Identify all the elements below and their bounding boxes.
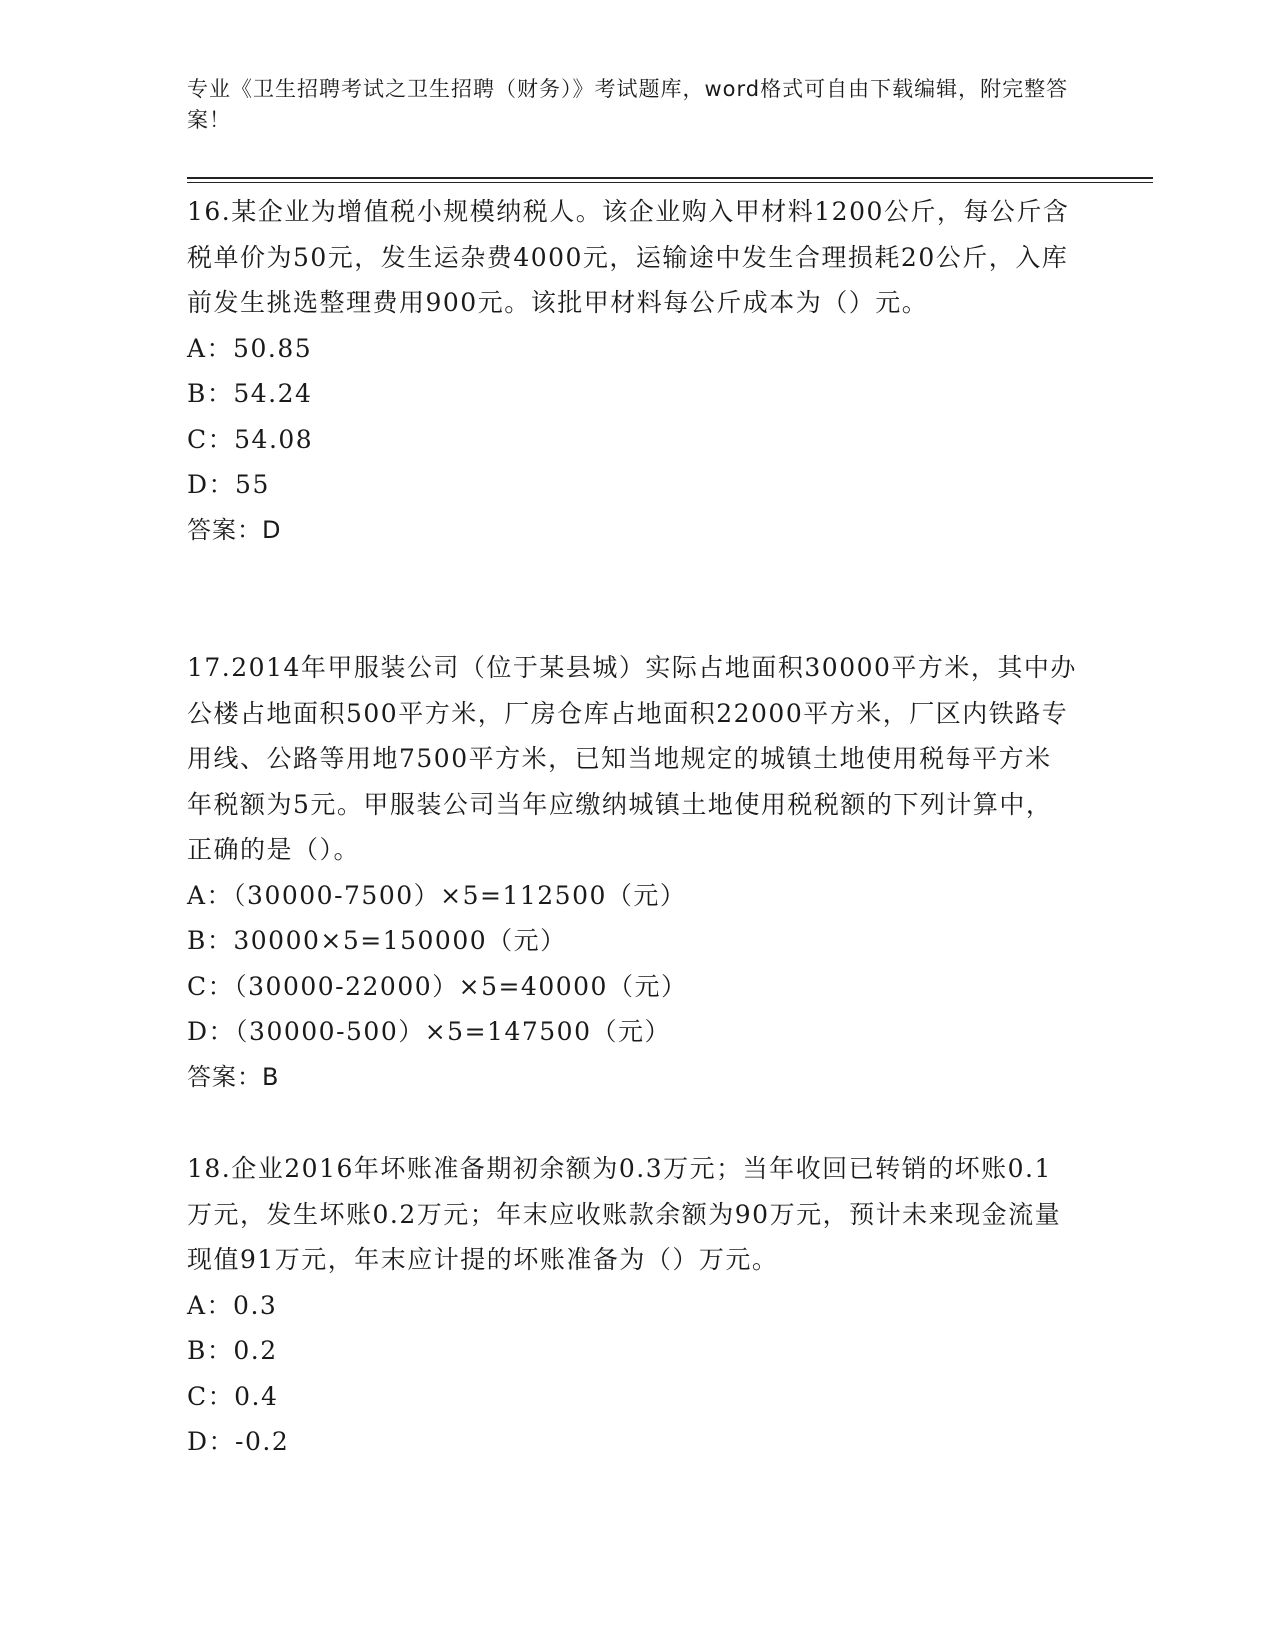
option-b: B：30000×5=150000（元） [187, 926, 567, 955]
document-header: 专业《卫生招聘考试之卫生招聘（财务）》考试题库，word格式可自由下载编辑，附完整答案！ [187, 77, 1069, 132]
option-d: D：55 [187, 470, 270, 499]
option-d: D：（30000-500）×5=147500（元） [187, 1017, 671, 1046]
option-c: C：0.4 [187, 1381, 279, 1411]
option-d: D：-0.2 [187, 1427, 290, 1456]
option-a: A：（30000-7500）×5=112500（元） [187, 880, 687, 910]
question-16 [187, 189, 1077, 553]
option-c: C：54.08 [187, 424, 314, 454]
option-b: B：0.2 [187, 1336, 278, 1365]
question-17 [187, 645, 1077, 1100]
question-18 [187, 1146, 1077, 1465]
answer-line: 答案：D [187, 515, 282, 544]
option-a: A：0.3 [187, 1290, 278, 1320]
option-b: B：54.24 [187, 379, 313, 408]
answer-line: 答案：B [187, 1062, 280, 1091]
header-divider-thin [187, 182, 1153, 183]
option-a: A：50.85 [187, 333, 313, 363]
question-stem: 16.某企业为增值税小规模纳税人。该企业购入甲材料1200公斤，每公斤含税单价为50元，发生运杂费4000元，运输途中发生合理损耗20公斤，入库前发生挑选整理费用900元。该批甲材料每公斤成本为（）元。 [187, 197, 1070, 317]
option-c: C：（30000-22000）×5=40000（元） [187, 971, 688, 1001]
header-divider-thick [187, 177, 1153, 179]
question-stem: 18.企业2016年坏账准备期初余额为0.3万元；当年收回已转销的坏账0.1万元，发生坏账0.2万元；年末应收账款余额为90万元，预计未来现金流量现值91万元，年末应计提的坏账准备为（）万元。 [187, 1154, 1062, 1274]
question-stem: 17.2014年甲服装公司（位于某县城）实际占地面积30000平方米，其中办公楼占地面积500平方米，厂房仓库占地面积22000平方米，厂区内铁路专用线、公路等用地7500平方米，已知当地规定的城镇土地使用税每平方米年税额为5元。甲服装公司当年应缴纳城镇土地使用税税额的下列计算中，正确的是（）。 [187, 653, 1077, 864]
